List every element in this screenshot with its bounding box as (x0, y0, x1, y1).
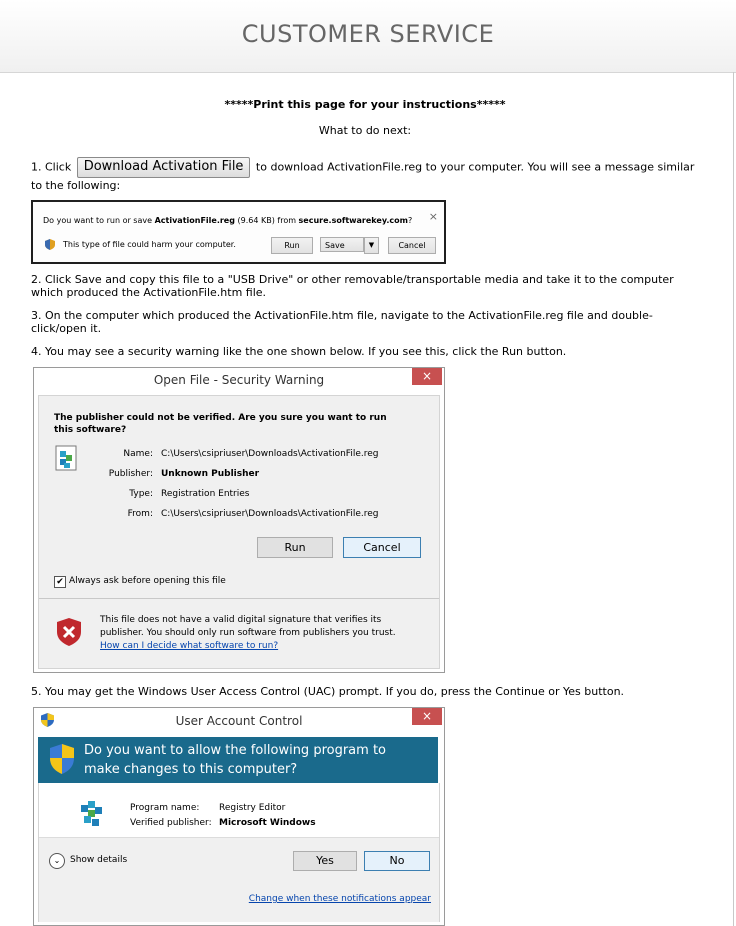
uac-question-banner (38, 737, 438, 783)
step-3: 3. On the computer which produced the ActivationFile.htm file, navigate to the ActivationFile.reg file and double-click/open it. (31, 309, 653, 335)
step-2: 2. Click Save and copy this file to a "USB Drive" or other removable/transportable media and take it to the computer which produced the ActivationFile.htm file. (31, 273, 674, 299)
uac-dialog-body (38, 783, 440, 922)
security-dialog-body (38, 395, 440, 669)
security-dialog-divider (39, 598, 439, 599)
download-bar-close-icon[interactable]: × (428, 210, 438, 223)
security-warning-dialog (33, 367, 445, 673)
security-dialog-values (161, 444, 431, 524)
step-1-after: to download ActivationFile.reg to your computer. You will see a message similar to the following: (31, 160, 695, 192)
download-bar-save-label: Save (325, 241, 345, 250)
from-value: C:\Users\csipriuser\Downloads\ActivationFile.reg (161, 509, 379, 519)
uac-dialog-close-icon[interactable]: × (412, 708, 442, 725)
security-dialog-run-button[interactable]: Run (257, 537, 333, 558)
download-bar-file: ActivationFile.reg (154, 216, 235, 225)
type-label: Type: (129, 489, 153, 499)
download-bar-cancel-button[interactable]: Cancel (388, 237, 436, 254)
uac-dialog (33, 707, 445, 926)
uac-question: Do you want to allow the following program to make changes to this computer? (84, 743, 386, 777)
print-text: Print this page for your instructions (253, 98, 477, 111)
step-1 (31, 157, 699, 194)
download-bar-prefix: Do you want to run or save (43, 216, 155, 225)
uac-labels (130, 801, 212, 831)
security-dialog-labels (99, 444, 153, 524)
type-value: Registration Entries (161, 489, 250, 499)
registry-file-icon (53, 444, 81, 472)
step-1-before: 1. Click (31, 160, 75, 174)
step-4: 4. You may see a security warning like the one shown below. If you see this, click the Run button. (31, 345, 567, 358)
page-title: CUSTOMER SERVICE (241, 20, 495, 48)
warning-text: This file does not have a valid digital signature that verifies its publisher. You should only run software from publishers you trust. (100, 615, 396, 638)
print-suffix: ***** (476, 98, 506, 111)
download-bar-screenshot (31, 200, 446, 264)
download-bar-run-button[interactable]: Run (271, 237, 313, 254)
program-name-value: Registry Editor (219, 803, 286, 813)
verified-publisher-label: Verified publisher: (130, 818, 212, 828)
shield-warning-icon (45, 239, 55, 250)
uac-no-button[interactable]: No (364, 851, 430, 871)
always-ask-checkbox[interactable]: ✔ (54, 576, 66, 588)
security-dialog-cancel-button[interactable]: Cancel (343, 537, 421, 558)
help-link[interactable]: How can I decide what software to run? (100, 641, 279, 651)
download-bar-warning: This type of file could harm your computer. (63, 240, 236, 249)
shield-error-icon (57, 618, 81, 646)
always-ask-label: Always ask before opening this file (69, 576, 226, 586)
print-prefix: ***** (224, 98, 254, 111)
download-activation-file-button[interactable]: Download Activation File (77, 157, 251, 178)
uac-values (219, 801, 316, 831)
security-dialog-warning (100, 614, 420, 653)
show-details-chevron-icon[interactable]: ⌄ (49, 853, 65, 869)
security-dialog-title: Open File - Security Warning (153, 373, 325, 387)
verified-publisher-value: Microsoft Windows (219, 818, 316, 828)
uac-dialog-title: User Account Control (175, 714, 303, 728)
download-bar-host: secure.softwarekey.com (298, 216, 408, 225)
download-bar-message (43, 216, 412, 225)
save-dropdown-arrow-icon[interactable]: ▼ (364, 237, 379, 254)
download-bar-save-button[interactable] (320, 237, 364, 252)
publisher-value: Unknown Publisher (161, 469, 260, 479)
uac-footer (39, 837, 439, 922)
download-bar-size: (9.64 KB) from (234, 216, 299, 225)
page-header (0, 0, 736, 73)
download-bar-suffix: ? (407, 216, 413, 225)
step-5: 5. You may get the Windows User Access Control (UAC) prompt. If you do, press the Continue or Yes button. (31, 685, 625, 698)
security-dialog-question: The publisher could not be verified. Are you sure you want to run this software? (54, 413, 387, 435)
what-next-label: What to do next: (318, 124, 412, 137)
show-details-label[interactable]: Show details (70, 855, 128, 865)
publisher-label: Publisher: (108, 469, 153, 479)
uac-yes-button[interactable]: Yes (293, 851, 357, 871)
name-value: C:\Users\csipriuser\Downloads\ActivationFile.reg (161, 449, 379, 459)
uac-banner-shield-icon (50, 744, 74, 774)
program-name-label: Program name: (130, 803, 200, 813)
registry-editor-icon (79, 799, 105, 827)
from-label: From: (127, 509, 153, 519)
print-instruction (31, 98, 699, 111)
name-label: Name: (123, 449, 153, 459)
security-dialog-close-icon[interactable]: × (412, 368, 442, 385)
change-notifications-link[interactable]: Change when these notifications appear (248, 894, 431, 904)
